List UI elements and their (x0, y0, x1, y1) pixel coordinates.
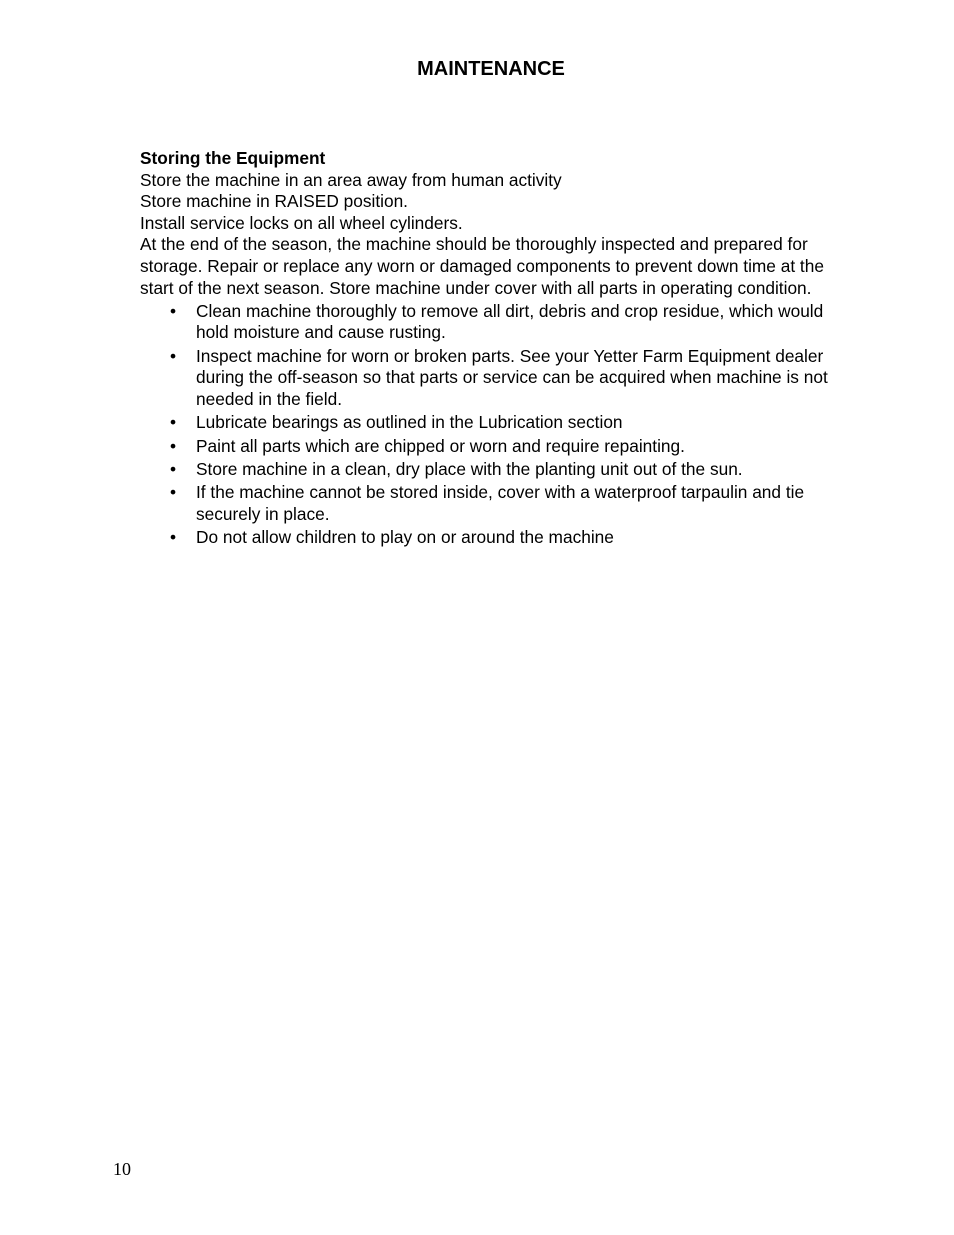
list-item (140, 459, 845, 481)
page-number: 10 (113, 1159, 131, 1179)
list-item (140, 301, 845, 344)
list-item (140, 436, 845, 458)
bullet-icon: • (170, 412, 177, 433)
bullet-icon: • (170, 300, 177, 321)
list-item (140, 412, 845, 434)
list-item-text: Inspect machine for worn or broken parts. See your Yetter Farm Equipment dealer during the off-season so that parts or service can be acquired when machine is not needed in the field. (196, 345, 828, 409)
storage-section (140, 148, 845, 551)
bullet-icon: • (170, 458, 177, 479)
bullet-icon: • (170, 482, 177, 503)
list-item (140, 346, 845, 411)
list-item-text: Clean machine thoroughly to remove all dirt, debris and crop residue, which would hold moisture and cause rusting. (196, 300, 824, 343)
list-item-text: If the machine cannot be stored inside, cover with a waterproof tarpaulin and tie securely in place. (196, 482, 805, 524)
section-heading: Storing the Equipment (140, 148, 326, 168)
list-item-text: Store machine in a clean, dry place with the planting unit out of the sun. (196, 458, 743, 479)
bullet-icon: • (170, 527, 177, 548)
page-title: MAINTENANCE (417, 58, 565, 80)
instruction-line: Install service locks on all wheel cylinders. (140, 212, 463, 233)
storage-checklist (140, 301, 845, 549)
instruction-line: Store the machine in an area away from human activity (140, 169, 562, 190)
list-item-text: Do not allow children to play on or around the machine (196, 527, 614, 548)
instruction-line: Store machine in RAISED position. (140, 191, 408, 212)
list-item (140, 527, 845, 549)
list-item-text: Paint all parts which are chipped or worn and require repainting. (196, 435, 685, 456)
season-paragraph: At the end of the season, the machine should be thoroughly inspected and prepared for storage. Repair or replace any worn or damaged components to prevent down time at the start of the next season. Store machine under cover with all parts in operating condition. (140, 234, 824, 298)
list-item (140, 482, 845, 525)
list-item-text: Lubricate bearings as outlined in the Lubrication section (196, 412, 623, 433)
bullet-icon: • (170, 435, 177, 456)
bullet-icon: • (170, 345, 177, 366)
